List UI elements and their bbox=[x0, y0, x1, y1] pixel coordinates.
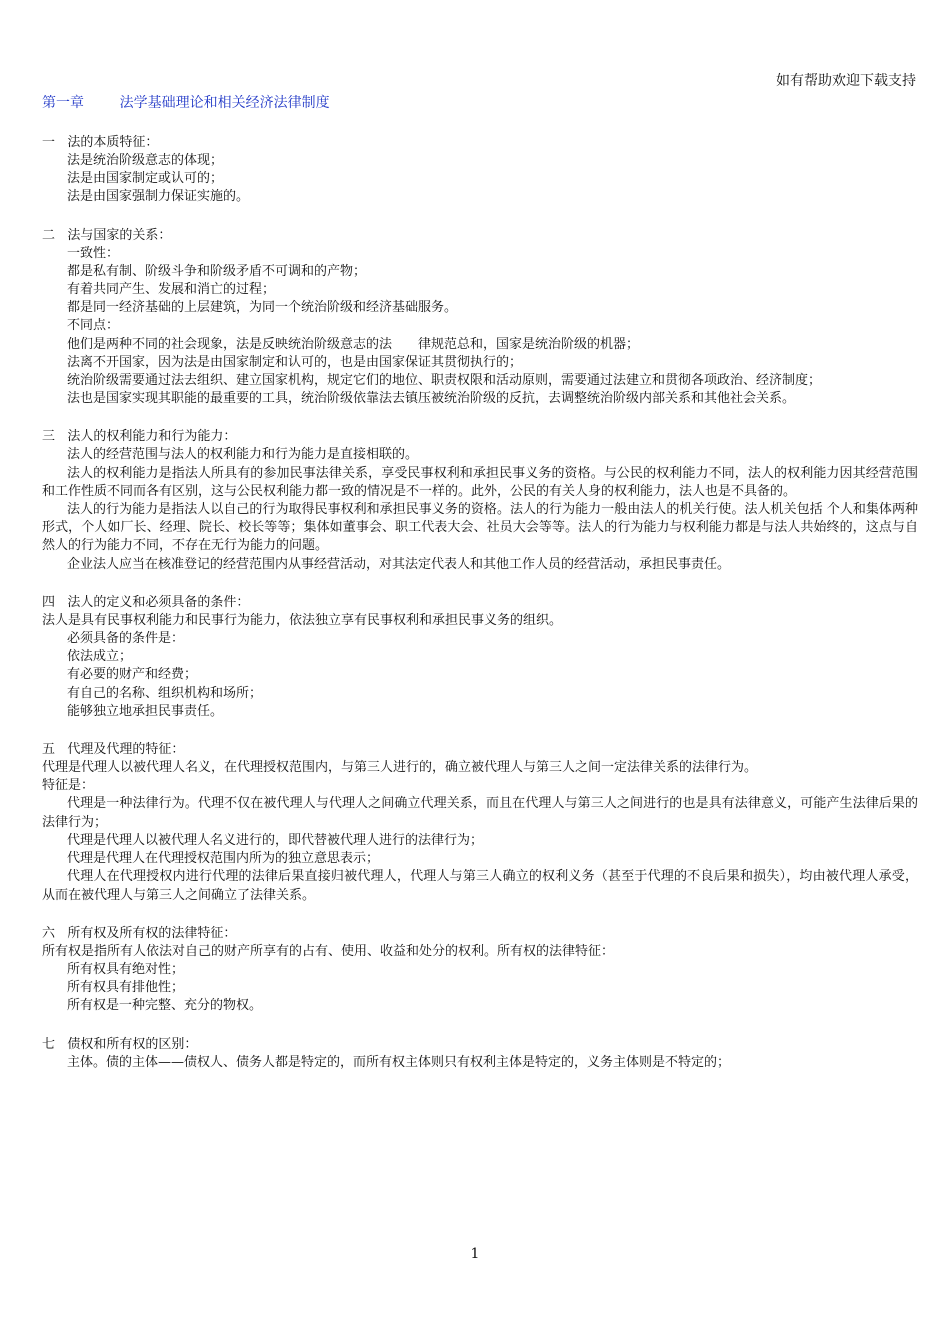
paragraph-line: 代理是一种法律行为。代理不仅在被代理人与代理人之间确立代理关系，而且在代理人与第三人之间进行的也是具有法律意义，可能产生法律后果的法律行为； bbox=[42, 796, 918, 830]
paragraph-line: 代理是代理人在代理授权范围内所为的独立意思表示； bbox=[67, 851, 380, 867]
section-title: 六 所有权及所有权的法律特征： bbox=[42, 925, 237, 941]
section-2 bbox=[42, 227, 918, 409]
paragraph-line: 统治阶级需要通过法去组织、建立国家机构，规定它们的地位、职责权限和活动原则，需要通过法建立和贯彻各项政治、经济制度； bbox=[67, 373, 822, 389]
paragraph-line: 法人的经营范围与法人的权利能力和行为能力是直接相联的。 bbox=[67, 447, 419, 463]
paragraph-line: 必须具备的条件是： bbox=[67, 631, 185, 647]
paragraph-line: 法也是国家实现其职能的最重要的工具，统治阶级依靠法去镇压被统治阶级的反抗，去调整统治阶级内部关系和其他社会关系。 bbox=[67, 391, 796, 407]
paragraph-line: 有着共同产生、发展和消亡的过程； bbox=[67, 282, 276, 298]
paragraph-line: 特征是： bbox=[42, 778, 95, 794]
section-3 bbox=[42, 428, 918, 573]
section-6 bbox=[42, 925, 918, 1016]
paragraph-line: 都是私有制、阶级斗争和阶级矛盾不可调和的产物； bbox=[67, 263, 367, 279]
paragraph-line: 所有权是一种完整、充分的物权。 bbox=[67, 998, 263, 1014]
section-4 bbox=[42, 594, 918, 721]
paragraph-line: 有必要的财产和经费； bbox=[67, 667, 198, 683]
paragraph-line: 法人的权利能力是指法人所具有的参加民事法律关系，享受民事权利和承担民事义务的资格。与公民的权利能力不同，法人的权利能力因其经营范围和工作性质不同而各有区别，这与公民权利能力都一致的情况是不一样的。此外，公民的有关人身的权利能力，法人也是不具备的。 bbox=[42, 465, 918, 499]
paragraph-line: 代理是代理人以被代理人名义，在代理授权范围内，与第三人进行的，确立被代理人与第三人之间一定法律关系的法律行为。 bbox=[42, 760, 758, 776]
chapter-heading bbox=[42, 94, 918, 112]
section-title: 一 法的本质特征： bbox=[42, 135, 159, 150]
section-title: 二 法与国家的关系： bbox=[42, 227, 172, 243]
paragraph-line: 法是统治阶级意志的体现； bbox=[67, 153, 224, 168]
paragraph-line: 都是同一经济基础的上层建筑，为同一个统治阶级和经济基础服务。 bbox=[67, 300, 458, 316]
paragraph-line: 能够独立地承担民事责任。 bbox=[67, 703, 224, 719]
sections-container bbox=[42, 134, 918, 1072]
paragraph-line: 依法成立； bbox=[67, 649, 133, 665]
paragraph-line: 主体。债的主体——债权人、债务人都是特定的，而所有权主体则只有权利主体是特定的，义务主体则是不特定的； bbox=[67, 1054, 731, 1070]
paragraph-line: 所有权具有绝对性； bbox=[67, 961, 185, 977]
paragraph-line: 法是由国家制定或认可的； bbox=[67, 171, 224, 187]
paragraph-line: 所有权具有排他性； bbox=[67, 980, 185, 996]
paragraph-line: 他们是两种不同的社会现象，法是反映统治阶级意志的法 律规范总和，国家是统治阶级的机器； bbox=[67, 336, 640, 352]
section-1 bbox=[42, 134, 918, 207]
paragraph-line: 代理是代理人以被代理人名义进行的，即代替被代理人进行的法律行为； bbox=[67, 832, 484, 848]
document-body bbox=[42, 94, 918, 1092]
paragraph-line: 法人是具有民事权利能力和民事行为能力，依法独立享有民事权利和承担民事义务的组织。 bbox=[42, 612, 563, 628]
section-title: 五 代理及代理的特征： bbox=[42, 742, 185, 758]
section-title: 四 法人的定义和必须具备的条件： bbox=[42, 594, 250, 610]
header-note: 如有帮助欢迎下载支持 bbox=[776, 73, 916, 89]
section-5 bbox=[42, 741, 918, 905]
paragraph-line: 企业法人应当在核准登记的经营范围内从事经营活动，对其法定代表人和其他工作人员的经营活动，承担民事责任。 bbox=[67, 556, 731, 572]
paragraph-line: 法是由国家强制力保证实施的。 bbox=[67, 189, 250, 205]
paragraph-line: 法离不开国家，因为法是由国家制定和认可的，也是由国家保证其贯彻执行的； bbox=[67, 354, 523, 370]
paragraph-line: 代理人在代理授权内进行代理的法律后果直接归被代理人，代理人与第三人确立的权利义务（甚至于代理的不良后果和损失），均由被代理人承受，从而在被代理人与第三人之间确立了法律关系。 bbox=[42, 869, 918, 903]
section-title: 七 债权和所有权的区别： bbox=[42, 1036, 198, 1052]
paragraph-line: 不同点： bbox=[67, 318, 120, 334]
chapter-number: 第一章 bbox=[42, 95, 84, 111]
chapter-title: 法学基础理论和相关经济法律制度 bbox=[119, 95, 330, 111]
section-7 bbox=[42, 1036, 918, 1072]
paragraph-line: 法人的行为能力是指法人以自己的行为取得民事权利和承担民事义务的资格。法人的行为能力一般由法人的机关行使。法人机关包括 个人和集体两种形式，个人如厂长、经理、院长、校长等等；集体如董事会、职工代表大会、社员大会等等。法人的行为能力与权利能力都是与法人共始终的，这点与自然人的行为能力不同，不存在无行为能力的问题。 bbox=[42, 502, 918, 554]
paragraph-line: 所有权是指所有人依法对自己的财产所享有的占有、使用、收益和处分的权利。所有权的法律特征： bbox=[42, 943, 615, 959]
paragraph-line: 有自己的名称、组织机构和场所； bbox=[67, 685, 263, 701]
section-title: 三 法人的权利能力和行为能力： bbox=[42, 429, 237, 445]
page-number: 1 bbox=[470, 1246, 480, 1262]
paragraph-line: 一致性： bbox=[67, 245, 120, 261]
